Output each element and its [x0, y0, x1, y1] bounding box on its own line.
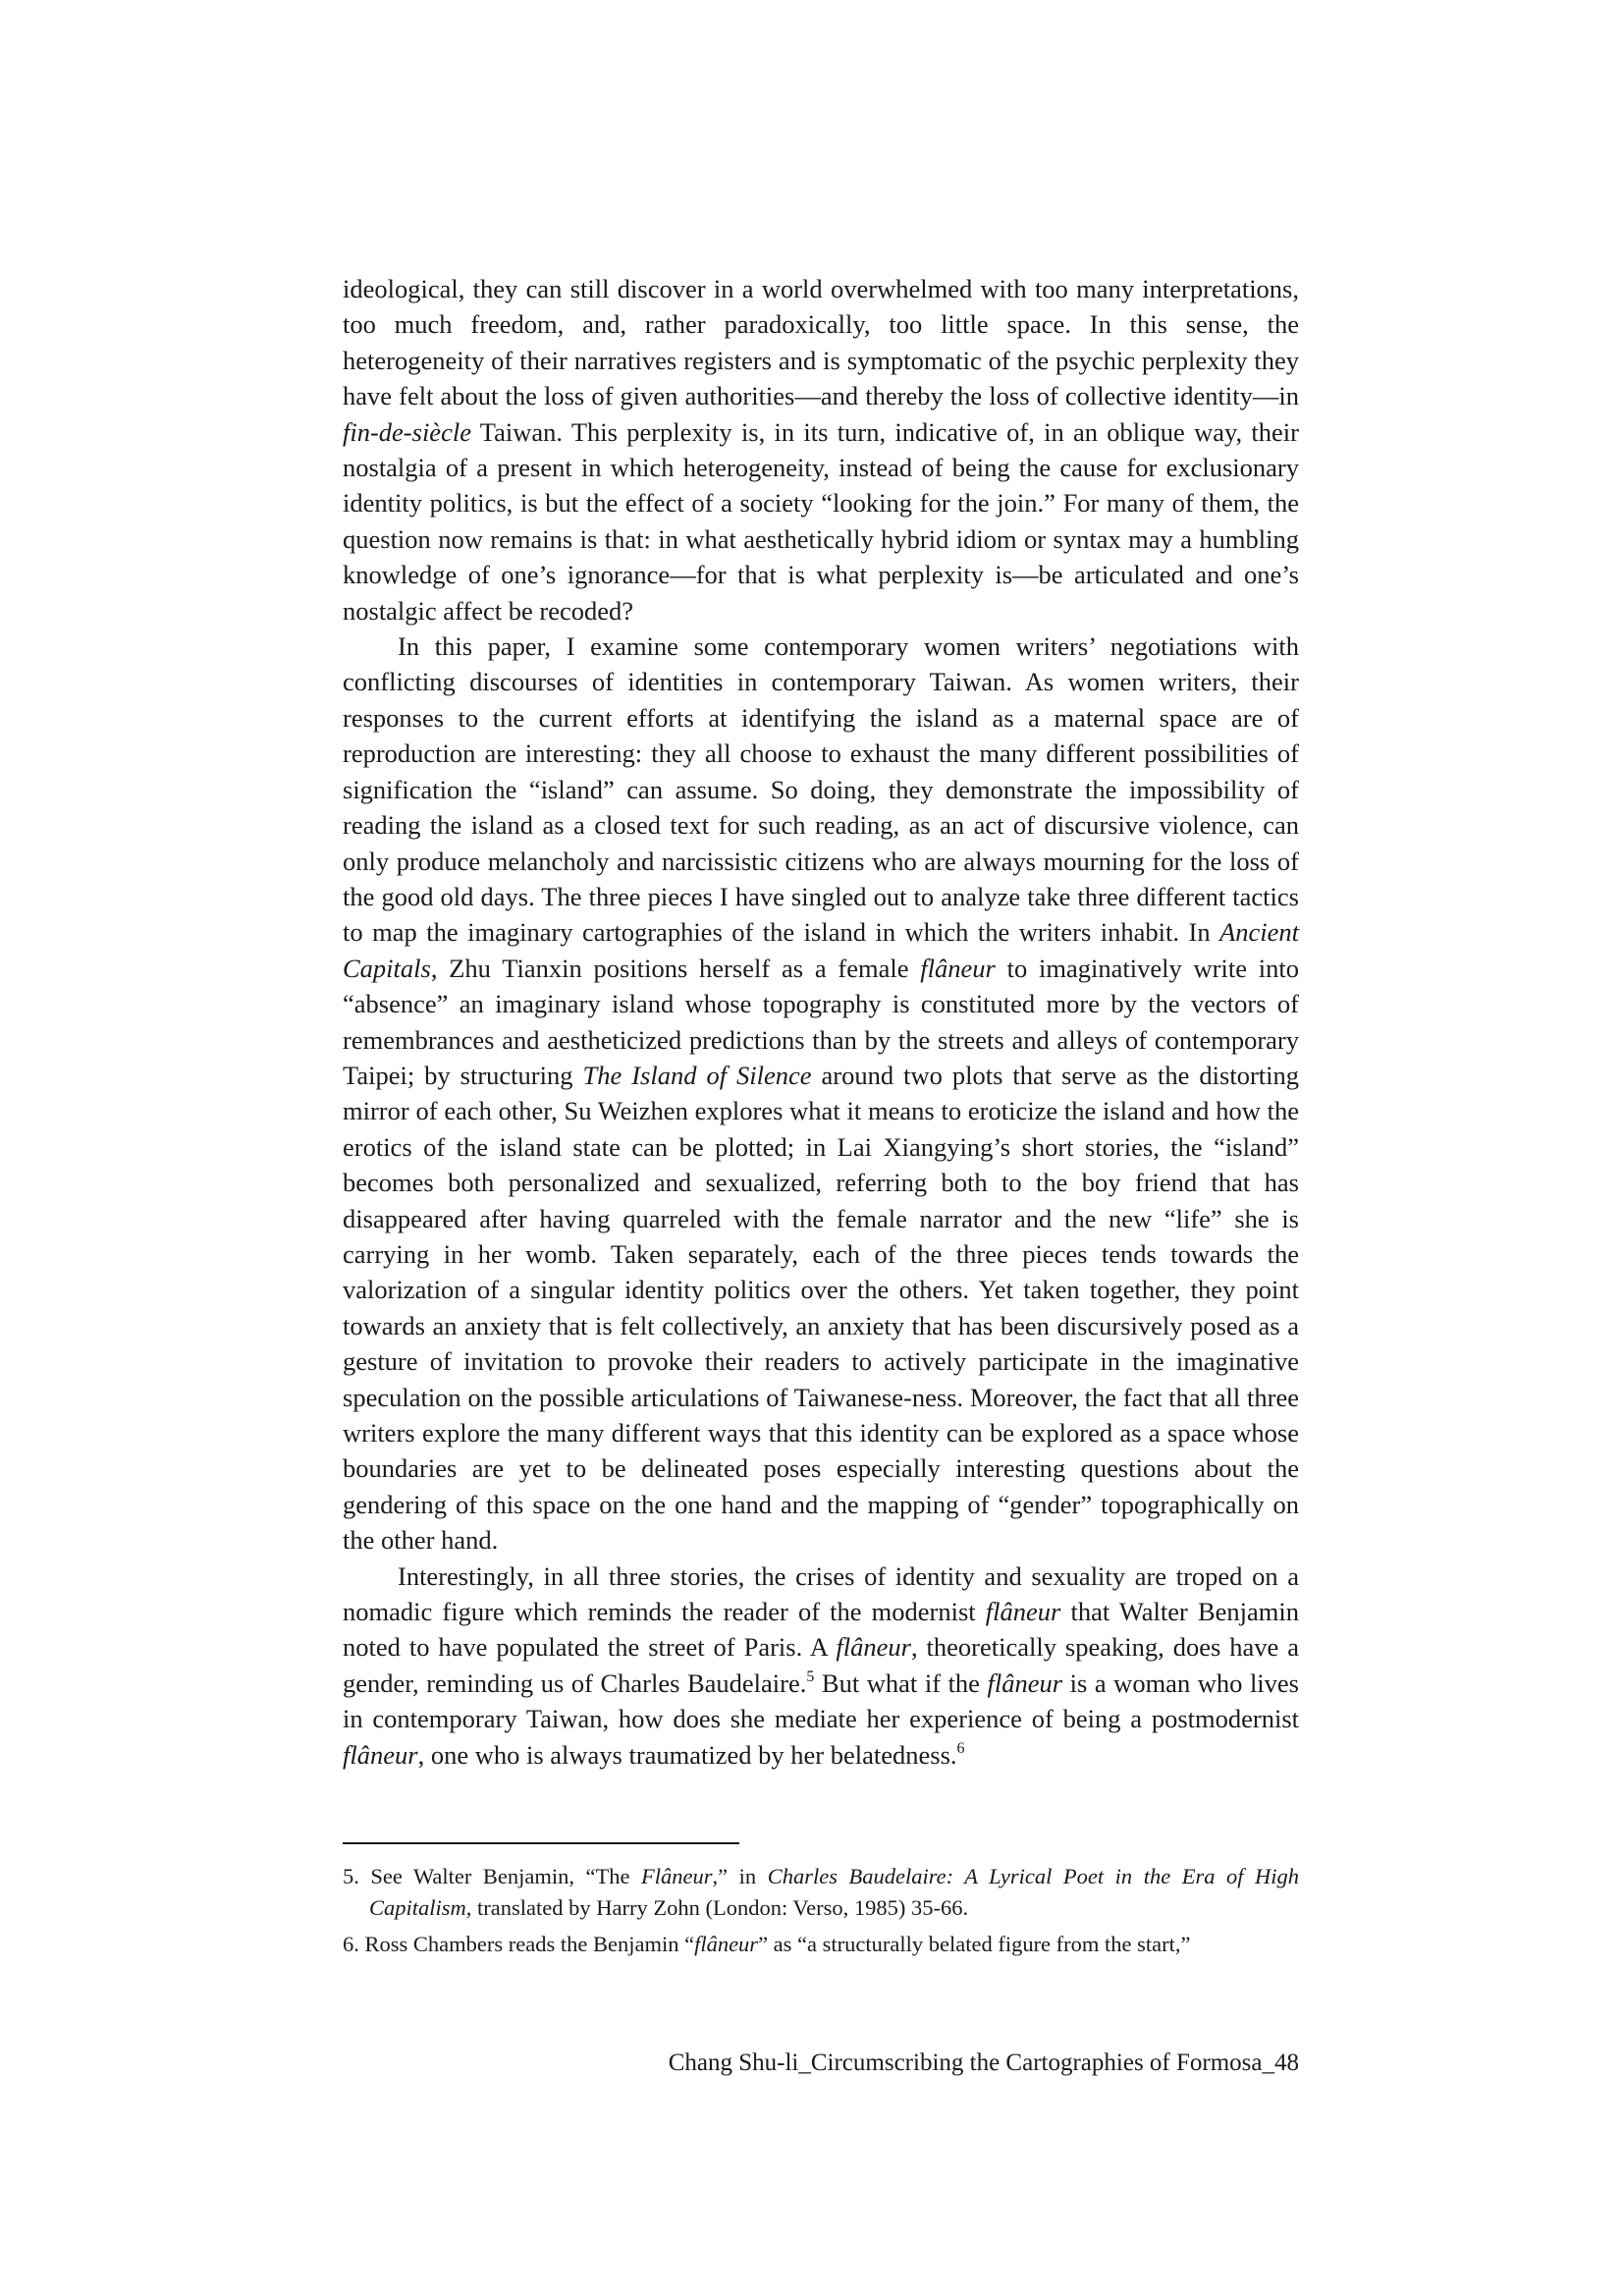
running-footer: Chang Shu-li_Circumscribing the Cartographies of Formosa_48: [668, 2050, 1299, 2076]
fn5-italic-book-title: Charles Baudelaire: A Lyrical Poet in the Era of High Capitalism: [369, 1864, 1299, 1920]
p2-text-g: around two plots that serve as the distorting mirror of each other, Su Weizhen explores what it means to eroticize the island and how the erotics of the island state can be plotted; in Lai Xiangying’s short stories, the “island” becomes both personalized and sexualized, referring both to the boy friend that has disappeared after having quarreled with the female narrator and the new “life” she is carrying in her womb. Taken separately, each of the three pieces tends towards the valorization of a singular identity politics over the others. Yet taken together, they point towards an anxiety that is felt collectively, an anxiety that has been discursively posed as a gesture of invitation to provoke their readers to actively participate in the imaginative speculation on the possible articulations of Taiwanese-ness. Moreover, the fact that all three writers explore the many different ways that this identity can be explored as a space whose boundaries are yet to be delineated poses especially interesting questions about the gendering of this space on the one hand and the mapping of “gender” topographically on the other hand.: [343, 1060, 1300, 1556]
paragraph-3: [343, 1558, 1299, 1773]
p2-text-e: to imaginatively write into “absence” an imaginary island whose topography is constituted more by the vectors of remembrances and aestheticized predictions than by the streets and alleys of contemporary Taipei; by structuring: [343, 953, 1300, 1090]
p2-text-c: , Zhu Tianxin positions herself as a female: [430, 953, 921, 983]
fn5-text-a: 5. See Walter Benjamin, “The: [343, 1864, 642, 1888]
fn5-text-c: ,” in: [712, 1864, 768, 1888]
p1-text-c: Taiwan. This perplexity is, in its turn, indicative of, in an oblique way, their nostalgia of a present in which heterogeneity, instead of being the cause for exclusionary identity politics, is but the effect of a society “looking for the join.” For many of them, the question now remains is that: in what aesthetically hybrid idiom or syntax may a humbling knowledge of one’s ignorance—for that is what perplexity is—be articulated and one’s nostalgic affect be recoded?: [343, 416, 1299, 626]
footnote-5: [343, 1861, 1299, 1923]
footnote-ref-5[interactable]: 5: [806, 1667, 815, 1685]
p2-italic-flaneur: flâneur: [920, 953, 996, 983]
fn5-text-e: , translated by Harry Zohn (London: Verso, 1985) 35-66.: [465, 1894, 969, 1920]
main-text: [343, 271, 1299, 1773]
fn6-text-a: 6. Ross Chambers reads the Benjamin “: [343, 1932, 695, 1956]
p3-text-c: that Walter Benjamin noted to have populated the street of Paris. A: [343, 1597, 1299, 1663]
p3-italic-flaneur-1: flâneur: [985, 1597, 1061, 1627]
p3-text-a: Interestingly, in all three stories, the crises of identity and sexuality are troped on a nomadic figure which reminds the reader of the modernist: [343, 1560, 1299, 1627]
footnotes: [343, 1861, 1299, 1966]
paragraph-2: [343, 629, 1299, 1558]
p3-italic-flaneur-4: flâneur: [343, 1739, 418, 1770]
p3-text-f: But what if the: [814, 1667, 988, 1698]
fn5-italic-flaneur: Flâneur: [641, 1864, 713, 1888]
footnote-ref-6[interactable]: 6: [956, 1739, 965, 1757]
p1-italic-fin-de-siecle: fin-de-siècle: [343, 416, 471, 447]
paragraph-1: [343, 271, 1299, 629]
p3-italic-flaneur-3: flâneur: [987, 1667, 1063, 1698]
p3-text-h: is a woman who lives in contemporary Taiwan, how does she mediate her experience of being a postmodernist: [343, 1667, 1299, 1734]
p3-text-e: , theoretically speaking, does have a gender, reminding us of Charles Baudelaire.: [343, 1632, 1300, 1698]
fn6-italic-flaneur: flâneur: [694, 1932, 759, 1956]
footnote-divider: [343, 1842, 739, 1844]
p2-italic-island-of-silence: The Island of Silence: [582, 1060, 812, 1090]
p3-italic-flaneur-2: flâneur: [836, 1632, 911, 1663]
p1-text-a: ideological, they can still discover in a world overwhelmed with too many interpretations, too much freedom, and, rather paradoxically, too little space. In this sense, the heterogeneity of their narratives registers and is symptomatic of the psychic perplexity they have felt about the loss of given authorities—and thereby the loss of collective identity—in: [343, 274, 1299, 411]
p2-italic-ancient-capitals: Ancient Capitals: [343, 917, 1299, 983]
p2-text-a: In this paper, I examine some contemporary women writers’ negotiations with conflicting discourses of identities in contemporary Taiwan. As women writers, their responses to the current efforts at identifying the island as a maternal space are of reproduction are interesting: they all choose to exhaust the many different possibilities of signification the “island” can assume. So doing, they demonstrate the impossibility of reading the island as a closed text for such reading, as an act of discursive violence, can only produce melancholy and narcissistic citizens who are always mourning for the loss of the good old days. The three pieces I have singled out to analyze take three different tactics to map the imaginary cartographies of the island in which the writers inhabit. In: [343, 631, 1299, 948]
p3-text-j: , one who is always traumatized by her belatedness.: [417, 1739, 957, 1770]
footnote-6: [343, 1929, 1299, 1960]
fn6-text-c: ” as “a structurally belated figure from the start,”: [758, 1932, 1191, 1956]
